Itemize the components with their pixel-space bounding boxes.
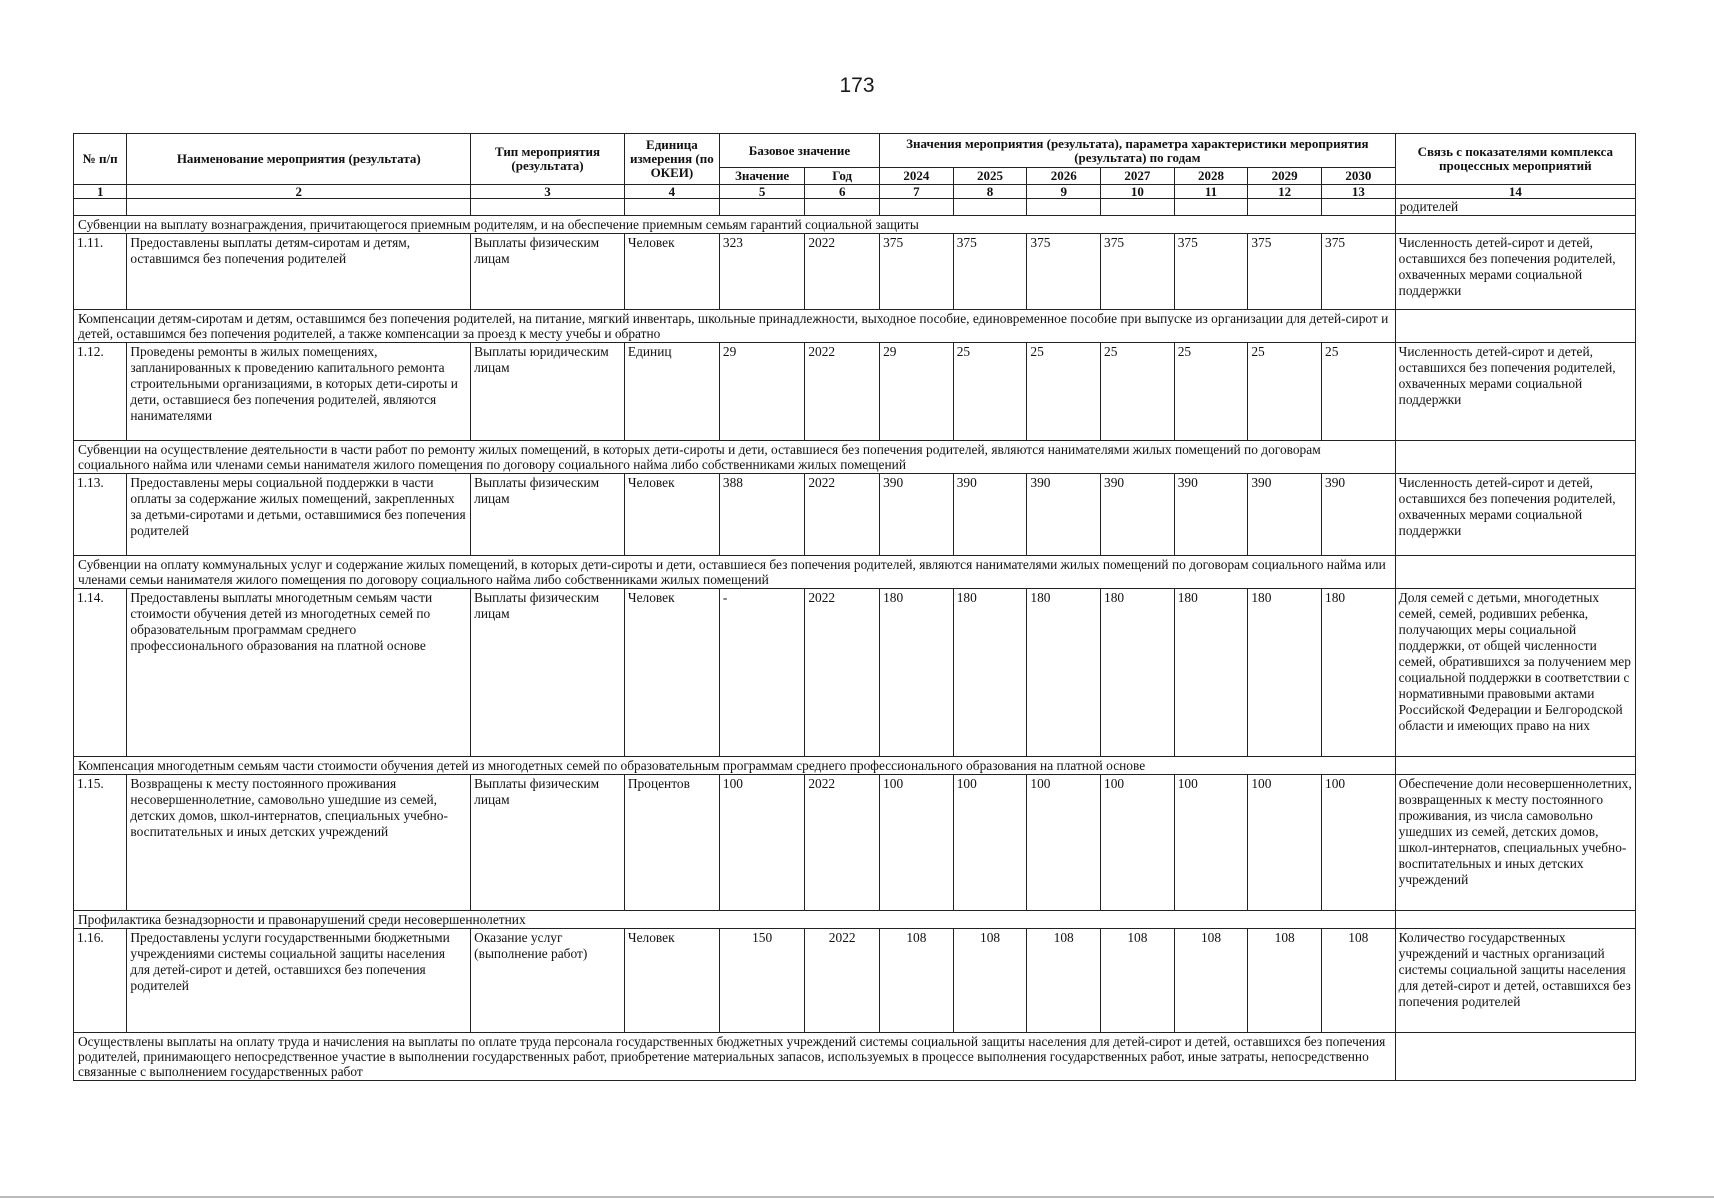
- year-value: 375: [1027, 234, 1101, 310]
- empty-cell: [1322, 199, 1396, 216]
- column-index: 6: [805, 185, 880, 199]
- year-value: 180: [1322, 589, 1396, 757]
- measure-type: Выплаты физическим лицам: [471, 775, 625, 911]
- empty-cell: [1174, 199, 1248, 216]
- year-value: 25: [1101, 343, 1175, 441]
- column-index: 9: [1027, 185, 1101, 199]
- year-value: 390: [880, 474, 954, 556]
- year-value: 108: [1027, 929, 1101, 1033]
- section-title: Компенсации детям-сиротам и детям, оставшимся без попечения родителей, на питание, мягкий инвентарь, школьные принадлежности, выходное пособие, единовременное пособие при выпуске из организации для детей-сирот и детей, оставшимся без попечения родителей, а также компенсации за проезд к месту учебы и обратно: [74, 310, 1396, 343]
- year-value: 25: [1027, 343, 1101, 441]
- year-value: 29: [880, 343, 954, 441]
- carry-over-row: [74, 199, 1636, 216]
- measure-unit: Человек: [624, 234, 719, 310]
- measure-name: Предоставлены выплаты детям-сиротам и детям, оставшимся без попечения родителей: [127, 234, 471, 310]
- year-value: 100: [1101, 775, 1175, 911]
- year-value: 180: [1101, 589, 1175, 757]
- section-title: Субвенции на выплату вознаграждения, причитающегося приемным родителям, и на обеспечение приемным семьям гарантий социальной защиты: [74, 216, 1396, 234]
- measure-name: Предоставлены услуги государственными бюджетными учреждениями системы социальной защиты населения для детей-сирот и детей, оставшихся без попечения родителей: [127, 929, 471, 1033]
- year-value: 108: [1101, 929, 1175, 1033]
- year-value: 180: [880, 589, 954, 757]
- measure-unit: Процентов: [624, 775, 719, 911]
- measure-type: Выплаты физическим лицам: [471, 474, 625, 556]
- header-year: 2029: [1248, 168, 1322, 185]
- indicator-link: Численность детей-сирот и детей, оставшихся без попечения родителей, охваченных мерами социальной поддержки: [1395, 474, 1635, 556]
- column-index: 10: [1101, 185, 1175, 199]
- empty-cell: [1395, 441, 1635, 474]
- header-year: 2026: [1027, 168, 1101, 185]
- header-values: Значения мероприятия (результата), параметра характеристики мероприятия (результата) по годам: [880, 134, 1396, 168]
- year-value: 25: [1248, 343, 1322, 441]
- header-base: Базовое значение: [719, 134, 879, 168]
- section-row: [74, 1033, 1636, 1081]
- section-title: Компенсация многодетным семьям части стоимости обучения детей из многодетных семей по образовательным программам среднего профессионального образования на платной основе: [74, 757, 1396, 775]
- header-base-value: Значение: [719, 168, 804, 185]
- year-value: 375: [1101, 234, 1175, 310]
- table-row: [74, 474, 1636, 556]
- header-unit: Единица измерения (по ОКЕИ): [624, 134, 719, 185]
- empty-cell: [805, 199, 880, 216]
- base-year: 2022: [805, 929, 880, 1033]
- column-index: 12: [1248, 185, 1322, 199]
- base-value: 388: [719, 474, 804, 556]
- empty-cell: [953, 199, 1027, 216]
- section-row: [74, 757, 1636, 775]
- measure-type: Выплаты физическим лицам: [471, 589, 625, 757]
- base-value: 323: [719, 234, 804, 310]
- header-num: № п/п: [74, 134, 127, 185]
- carry-over-link: родителей: [1395, 199, 1635, 216]
- header-type: Тип мероприятия (результата): [471, 134, 625, 185]
- empty-cell: [471, 199, 625, 216]
- column-index: 1: [74, 185, 127, 199]
- column-index: 11: [1174, 185, 1248, 199]
- base-value: 29: [719, 343, 804, 441]
- empty-cell: [880, 199, 954, 216]
- measure-name: Возвращены к месту постоянного проживания несовершеннолетние, самовольно ушедшие из семей, детских домов, школ-интернатов, специальных учебно-воспитательных и иных детских учреждений: [127, 775, 471, 911]
- page-number: 173: [839, 74, 875, 97]
- year-value: 25: [953, 343, 1027, 441]
- measure-name: Предоставлены меры социальной поддержки в части оплаты за содержание жилых помещений, закрепленных за детьми-сиротами и детьми, оставшимися без попечения родителей: [127, 474, 471, 556]
- year-value: 108: [953, 929, 1027, 1033]
- column-index: 8: [953, 185, 1027, 199]
- header-year: 2030: [1322, 168, 1396, 185]
- base-value: 100: [719, 775, 804, 911]
- section-row: [74, 310, 1636, 343]
- row-number: 1.13.: [74, 474, 127, 556]
- header-year: 2028: [1174, 168, 1248, 185]
- empty-cell: [1395, 310, 1635, 343]
- year-value: 180: [1174, 589, 1248, 757]
- column-index: 2: [127, 185, 471, 199]
- year-value: 100: [1322, 775, 1396, 911]
- row-number: 1.15.: [74, 775, 127, 911]
- indicator-link: Количество государственных учреждений и частных организаций системы социальной защиты населения для детей-сирот и детей, оставшихся без попечения родителей: [1395, 929, 1635, 1033]
- table-row: [74, 589, 1636, 757]
- column-index-row: [74, 185, 1636, 199]
- year-value: 390: [953, 474, 1027, 556]
- section-row: [74, 441, 1636, 474]
- year-value: 100: [1248, 775, 1322, 911]
- row-number: 1.11.: [74, 234, 127, 310]
- column-index: 14: [1395, 185, 1635, 199]
- year-value: 390: [1101, 474, 1175, 556]
- base-year: 2022: [805, 234, 880, 310]
- empty-cell: [1395, 556, 1635, 589]
- year-value: 180: [953, 589, 1027, 757]
- empty-cell: [624, 199, 719, 216]
- base-year: 2022: [805, 343, 880, 441]
- empty-cell: [74, 199, 127, 216]
- indicator-link: Численность детей-сирот и детей, оставшихся без попечения родителей, охваченных мерами социальной поддержки: [1395, 234, 1635, 310]
- empty-cell: [1395, 911, 1635, 929]
- measure-name: Предоставлены выплаты многодетным семьям части стоимости обучения детей из многодетных семей по образовательным программам среднего профессионального образования на платной основе: [127, 589, 471, 757]
- empty-cell: [1101, 199, 1175, 216]
- empty-cell: [1395, 216, 1635, 234]
- section-title: Субвенции на осуществление деятельности в части работ по ремонту жилых помещений, в которых дети-сироты и дети, оставшиеся без попечения родителей, являются нанимателями жилых помещений по договорам социального найма или членами семьи нанимателя жилого помещения по договору социального найма либо собственниками жилых помещений: [74, 441, 1396, 474]
- column-index: 5: [719, 185, 804, 199]
- table-row: [74, 343, 1636, 441]
- measure-unit: Человек: [624, 929, 719, 1033]
- page-bottom-edge: [0, 1196, 1714, 1198]
- base-year: 2022: [805, 589, 880, 757]
- year-value: 375: [1322, 234, 1396, 310]
- column-index: 3: [471, 185, 625, 199]
- measure-unit: Человек: [624, 474, 719, 556]
- column-index: 7: [880, 185, 954, 199]
- empty-cell: [1248, 199, 1322, 216]
- header-row-1: [74, 134, 1636, 168]
- base-year: 2022: [805, 474, 880, 556]
- measures-table: [73, 133, 1636, 1081]
- row-number: 1.12.: [74, 343, 127, 441]
- column-index: 4: [624, 185, 719, 199]
- year-value: 25: [1322, 343, 1396, 441]
- empty-cell: [1027, 199, 1101, 216]
- year-value: 100: [880, 775, 954, 911]
- section-title: Осуществлены выплаты на оплату труда и начисления на выплаты по оплате труда персонала государственных бюджетных учреждений системы социальной защиты населения для детей-сирот и детей, оставшихся без попечения родителей, принимающего непосредственное участие в выполнении государственных работ, приобретение материальных запасов, используемых в процессе выполнения государственных работ, иные затраты, непосредственно связанные с выполнением государственных работ: [74, 1033, 1396, 1081]
- header-base-year: Год: [805, 168, 880, 185]
- year-value: 100: [1174, 775, 1248, 911]
- year-value: 100: [953, 775, 1027, 911]
- year-value: 390: [1027, 474, 1101, 556]
- empty-cell: [1395, 757, 1635, 775]
- year-value: 180: [1248, 589, 1322, 757]
- base-year: 2022: [805, 775, 880, 911]
- year-value: 375: [1248, 234, 1322, 310]
- year-value: 108: [1248, 929, 1322, 1033]
- measure-name: Проведены ремонты в жилых помещениях, запланированных к проведению капитального ремонта строительными организациями, в которых дети-сироты и дети, оставшиеся без попечения родителей, являются нанимателями: [127, 343, 471, 441]
- empty-cell: [719, 199, 804, 216]
- year-value: 25: [1174, 343, 1248, 441]
- indicator-link: Доля семей с детьми, многодетных семей, семей, родивших ребенка, получающих меры социальной поддержки, от общей численности семей, обратившихся за получением мер социальной поддержки в соответствии с нормативными правовыми актами Российской Федерации и Белгородской области и имеющих право на них: [1395, 589, 1635, 757]
- year-value: 108: [1174, 929, 1248, 1033]
- section-title: Субвенции на оплату коммунальных услуг и содержание жилых помещений, в которых дети-сироты и дети, оставшиеся без попечения родителей, являются нанимателями жилых помещений по договорам социального найма или членами семьи нанимателя жилого помещения по договору социального найма либо собственниками жилых помещений: [74, 556, 1396, 589]
- year-value: 390: [1322, 474, 1396, 556]
- header-year: 2027: [1101, 168, 1175, 185]
- row-number: 1.14.: [74, 589, 127, 757]
- indicator-link: Обеспечение доли несовершеннолетних, возвращенных к месту постоянного проживания, из числа самовольно ушедших из семей, детских домов, школ-интернатов, специальных учебно-воспитательных и иных детских учреждений: [1395, 775, 1635, 911]
- year-value: 375: [1174, 234, 1248, 310]
- header-name: Наименование мероприятия (результата): [127, 134, 471, 185]
- empty-cell: [1395, 1033, 1635, 1081]
- section-row: [74, 216, 1636, 234]
- section-row: [74, 911, 1636, 929]
- year-value: 390: [1248, 474, 1322, 556]
- header-year: 2025: [953, 168, 1027, 185]
- section-title: Профилактика безнадзорности и правонарушений среди несовершеннолетних: [74, 911, 1396, 929]
- year-value: 108: [880, 929, 954, 1033]
- base-value: -: [719, 589, 804, 757]
- table-row: [74, 234, 1636, 310]
- measure-unit: Единиц: [624, 343, 719, 441]
- header-year: 2024: [880, 168, 954, 185]
- year-value: 375: [953, 234, 1027, 310]
- year-value: 108: [1322, 929, 1396, 1033]
- year-value: 100: [1027, 775, 1101, 911]
- year-value: 375: [880, 234, 954, 310]
- row-number: 1.16.: [74, 929, 127, 1033]
- base-value: 150: [719, 929, 804, 1033]
- column-index: 13: [1322, 185, 1396, 199]
- empty-cell: [127, 199, 471, 216]
- header-link: Связь с показателями комплекса процессных мероприятий: [1395, 134, 1635, 185]
- year-value: 390: [1174, 474, 1248, 556]
- measure-type: Выплаты физическим лицам: [471, 234, 625, 310]
- measure-type: Оказание услуг (выполнение работ): [471, 929, 625, 1033]
- table-row: [74, 929, 1636, 1033]
- measure-unit: Человек: [624, 589, 719, 757]
- section-row: [74, 556, 1636, 589]
- year-value: 180: [1027, 589, 1101, 757]
- table-row: [74, 775, 1636, 911]
- indicator-link: Численность детей-сирот и детей, оставшихся без попечения родителей, охваченных мерами социальной поддержки: [1395, 343, 1635, 441]
- measure-type: Выплаты юридическим лицам: [471, 343, 625, 441]
